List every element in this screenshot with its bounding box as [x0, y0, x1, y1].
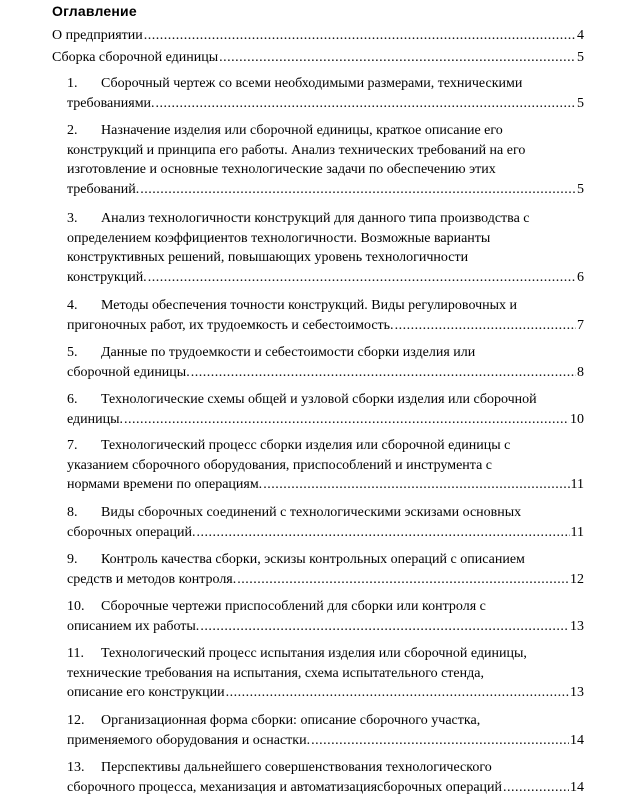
dot-leader [148, 268, 576, 288]
toc-item-text: пригоночных работ, их трудоемкость и себестоимость. [67, 317, 394, 333]
toc-page-number: 5 [577, 50, 584, 65]
toc-item-text: изготовление и основные технологические задачи по обеспечению этих [67, 162, 496, 177]
toc-item-text: Перспективы дальнейшего совершенствования технологического [101, 760, 492, 775]
toc-item-number: 11. [67, 646, 84, 661]
toc-item-link[interactable] [67, 209, 584, 287]
toc-item-text: конструкций. [67, 269, 147, 285]
toc-item-number: 8. [67, 505, 78, 520]
toc-item-link[interactable] [67, 296, 584, 335]
toc-item-number: 7. [67, 438, 78, 453]
toc-page-number: 11 [570, 524, 584, 540]
toc-item-text: Сборочные чертежи приспособлений для сборки или контроля с [101, 599, 486, 614]
toc-page-number: 5 [577, 181, 584, 197]
toc-item-link[interactable] [67, 390, 584, 429]
toc-item-text: определением коэффициентов технологичности. Возможные варианты [67, 230, 491, 246]
toc-item-number: 3. [67, 211, 78, 226]
toc-item-link[interactable] [67, 711, 584, 750]
toc-item-text: сборочной единицы. [67, 364, 190, 380]
toc-item-text: конструкций и принципа его работы. Анализ технических требований на его [67, 142, 526, 158]
dot-leader [237, 570, 569, 590]
toc-item-text: Назначение изделия или сборочной единицы, краткое описание его [101, 123, 503, 138]
toc-page-number: 11 [570, 477, 584, 492]
dot-leader [156, 94, 576, 114]
toc-item-number: 2. [67, 123, 78, 138]
toc-item-text: единицы. [67, 411, 124, 427]
dot-leader [196, 523, 569, 543]
toc-item-number: 5. [67, 345, 78, 360]
toc-item-number: 6. [67, 392, 78, 407]
toc-item-text: нормами времени по операциям. [67, 477, 263, 492]
toc-item-text: требований. [67, 181, 140, 197]
toc-item-text: Контроль качества сборки, эскизы контрольных операций с описанием [101, 552, 525, 567]
toc-item-text: описанием их работы. [67, 618, 200, 634]
dot-leader [191, 363, 576, 383]
toc-item-link[interactable] [67, 436, 584, 495]
dot-leader [503, 778, 569, 798]
toc-item-text: требованиями. [67, 95, 155, 111]
toc-page-number: 14 [570, 779, 584, 795]
toc-item-text: Технологический процесс испытания изделия или сборочной единицы, [101, 646, 527, 661]
toc-item-text: сборочных операций. [67, 524, 196, 540]
toc-item-text: Сборочный чертеж со всеми необходимыми размерами, техническими [101, 76, 523, 91]
toc-item-text: Технологический процесс сборки изделия или сборочной единицы с [101, 438, 511, 453]
dot-leader [200, 617, 569, 637]
toc-page-number: 7 [577, 317, 584, 333]
toc-item-link[interactable] [67, 597, 584, 636]
toc-page-number: 6 [577, 269, 584, 285]
toc-item-link[interactable] [67, 503, 584, 542]
toc-item-link[interactable] [67, 121, 584, 199]
dot-leader [311, 731, 569, 751]
toc-item-number: 4. [67, 298, 78, 313]
toc-item-text: конструктивных решений, повышающих уровень технологичности [67, 250, 469, 265]
toc-page-number: 13 [570, 618, 584, 634]
toc-item-text: средств и методов контроля. [67, 571, 237, 587]
toc-page-number: 4 [577, 28, 584, 43]
toc-item-number: 10. [67, 599, 85, 614]
toc-item-link[interactable] [67, 758, 584, 797]
dot-leader [395, 316, 576, 336]
dot-leader [140, 180, 576, 200]
toc-item-link[interactable] [67, 550, 584, 589]
dot-leader [124, 410, 569, 430]
toc-entry-text: О предприятии [52, 28, 143, 43]
dot-leader [144, 26, 576, 46]
toc-item-text: Данные по трудоемкости и себестоимости сборки изделия или [101, 345, 476, 360]
toc-item-number: 1. [67, 76, 78, 91]
toc-item-number: 12. [67, 713, 85, 728]
toc-item-link[interactable] [67, 343, 584, 382]
toc-item-number: 13. [67, 760, 85, 775]
toc-entry-link[interactable] [52, 26, 584, 46]
toc-item-text: указанием сборочного оборудования, приспособлений и инструмента с [67, 457, 493, 473]
toc-item-text: сборочного процесса, механизация и автоматизациясборочных операций [67, 779, 503, 795]
toc-page-number: 13 [570, 685, 584, 700]
toc-page-number: 14 [570, 732, 584, 748]
toc-page-number: 10 [570, 411, 584, 427]
toc-item-text: Организационная форма сборки: описание сборочного участка, [101, 713, 481, 728]
dot-leader [226, 683, 569, 703]
toc-entry-text: Сборка сборочной единицы [52, 50, 219, 65]
toc-item-link[interactable] [67, 644, 584, 703]
toc-item-text: Виды сборочных соединений с технологическими эскизами основных [101, 505, 522, 520]
toc-item-text: технические требования на испытания, схема испытательного стенда, [67, 665, 484, 681]
toc-page-number: 8 [577, 364, 584, 380]
toc-item-text: Методы обеспечения точности конструкций. Виды регулировочных и [101, 298, 518, 313]
toc-page-number: 5 [577, 95, 584, 111]
toc-item-link[interactable] [67, 74, 584, 113]
dot-leader [219, 48, 576, 68]
toc-page-number: 12 [570, 571, 584, 587]
toc-item-number: 9. [67, 552, 78, 567]
toc-item-text: описание его конструкции [67, 685, 225, 700]
toc-item-text: Анализ технологичности конструкций для данного типа производства с [101, 211, 530, 226]
toc-item-text: Технологические схемы общей и узловой сборки изделия или сборочной [101, 392, 537, 407]
dot-leader [263, 475, 569, 495]
toc-item-text: применяемого оборудования и оснастки. [67, 732, 311, 748]
toc-entry-link[interactable] [52, 48, 584, 68]
toc-title: Оглавление [52, 3, 137, 19]
